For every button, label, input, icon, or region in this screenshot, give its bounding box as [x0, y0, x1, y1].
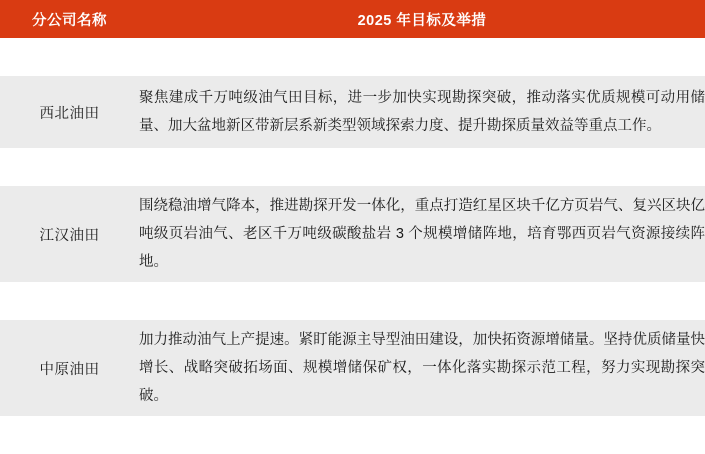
table-body — [0, 38, 705, 454]
cell-company-name: 江汉油田 — [0, 186, 139, 282]
cell-goals-measures: 加力推动油气上产提速。紧盯能源主导型油田建设，加快拓资源增储量。坚持优质储量快增长、战略突破拓场面、规模增储保矿权，一体化落实勘探示范工程，努力实现勘探突破。 — [139, 320, 705, 416]
table-row — [0, 76, 705, 148]
table-spacer-cell — [0, 282, 139, 320]
column-header-company-name: 分公司名称 — [0, 0, 139, 38]
table-spacer-cell — [0, 416, 139, 454]
table-spacer-row — [0, 416, 705, 454]
column-header-goals-measures: 2025 年目标及举措 — [139, 0, 705, 38]
table-header-row — [0, 0, 705, 38]
table-spacer-cell — [139, 282, 705, 320]
cell-goals-measures: 聚焦建成千万吨级油气田目标，进一步加快实现勘探突破，推动落实优质规模可动用储量、加大盆地新区带新层系新类型领域探索力度、提升勘探质量效益等重点工作。 — [139, 76, 705, 148]
table-header — [0, 0, 705, 38]
table-row — [0, 186, 705, 282]
table-spacer-row — [0, 148, 705, 186]
table-row — [0, 320, 705, 416]
table-spacer-row — [0, 282, 705, 320]
cell-goals-measures: 围绕稳油增气降本，推进勘探开发一体化，重点打造红星区块千亿方页岩气、复兴区块亿吨级页岩油气、老区千万吨级碳酸盐岩 3 个规模增储阵地，培育鄂西页岩气资源接续阵地。 — [139, 186, 705, 282]
table-spacer-cell — [139, 38, 705, 76]
table-spacer-cell — [0, 148, 139, 186]
cell-company-name: 西北油田 — [0, 76, 139, 148]
table-spacer-cell — [0, 38, 139, 76]
table-spacer-cell — [139, 148, 705, 186]
table-spacer-cell — [139, 416, 705, 454]
cell-company-name: 中原油田 — [0, 320, 139, 416]
table-spacer-row — [0, 38, 705, 76]
